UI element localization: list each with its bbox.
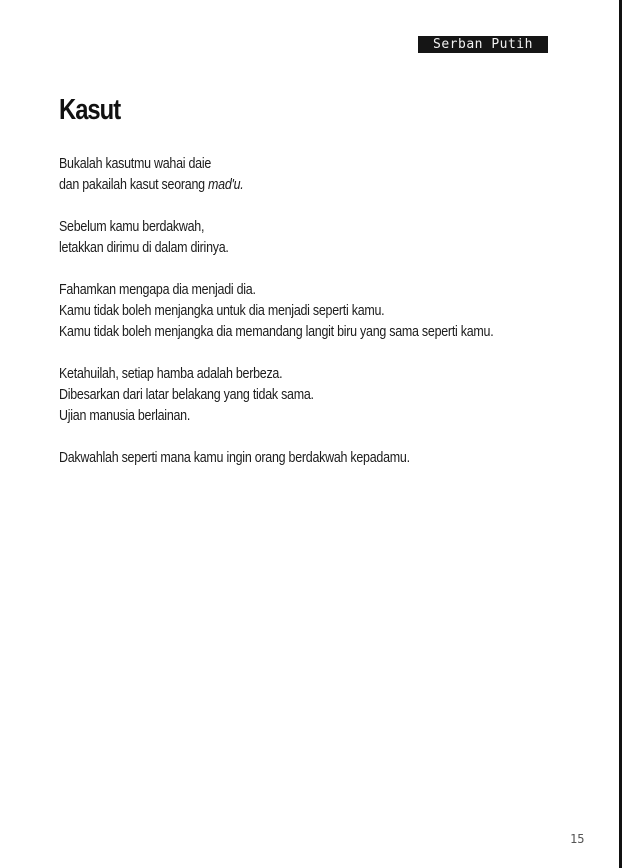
stanza	[59, 217, 579, 259]
poem-line: Ujian manusia berlainan.	[59, 408, 191, 424]
poem-title: Kasut	[59, 94, 121, 126]
poem-line: dan pakailah kasut seorang mad'u.	[59, 177, 244, 193]
poem-body	[59, 154, 579, 490]
poem-line: Kamu tidak boleh menjangka untuk dia menjadi seperti kamu.	[59, 303, 385, 319]
page-number: 15	[570, 832, 585, 846]
running-header-tag: Serban Putih	[418, 36, 548, 53]
stanza	[59, 154, 579, 196]
poem-line: Dibesarkan dari latar belakang yang tidak sama.	[59, 387, 314, 403]
poem-line: Ketahuilah, setiap hamba adalah berbeza.	[59, 366, 283, 382]
poem-line: Fahamkan mengapa dia menjadi dia.	[59, 282, 256, 298]
poem-line: Bukalah kasutmu wahai daie	[59, 156, 212, 172]
stanza	[59, 280, 579, 343]
poem-line: Kamu tidak boleh menjangka dia memandang langit biru yang sama seperti kamu.	[59, 324, 494, 340]
italic-term: mad'u.	[208, 177, 244, 193]
stanza	[59, 364, 579, 427]
poem-line: Dakwahlah seperti mana kamu ingin orang berdakwah kepadamu.	[59, 450, 410, 466]
page-edge-rule	[619, 0, 622, 868]
stanza	[59, 448, 579, 469]
poem-line: letakkan dirimu di dalam dirinya.	[59, 240, 229, 256]
poem-line: Sebelum kamu berdakwah,	[59, 219, 205, 235]
